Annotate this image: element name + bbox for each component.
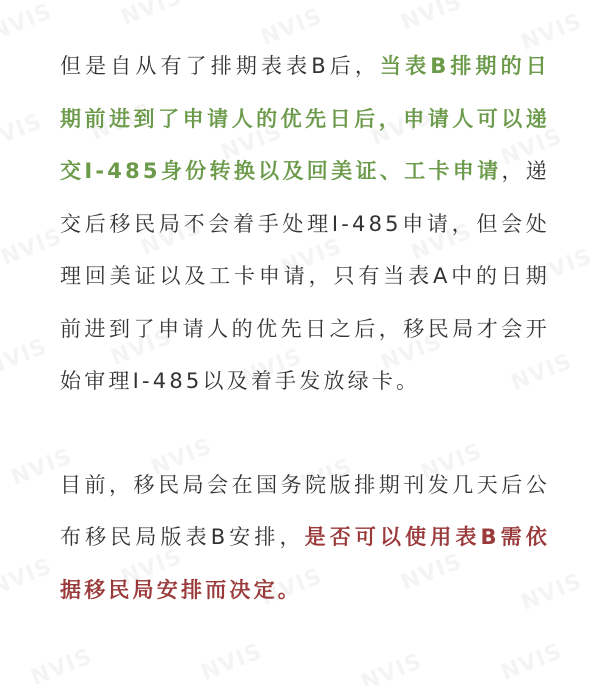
watermark xyxy=(0,554,56,601)
text-segment: 但是自从有了排期表表B后， xyxy=(60,54,381,78)
paragraph-current-practice xyxy=(60,459,550,617)
highlight-green-text: 当表B排期的日期前进到了申请人的优先日后，申请人可以递交I-485身份转换以及回美证、工卡申请 xyxy=(60,54,551,183)
watermark xyxy=(118,0,186,31)
text-segment: ，递交后移民局不会着手处理I-485申请，但会处理回美证以及工卡申请，只有当表A中的日期前进到了申请人的优先日之后，移民局才会开始审理I-485以及着手发放绿卡。 xyxy=(60,159,550,393)
article-body xyxy=(60,40,550,616)
watermark xyxy=(0,109,46,156)
watermark xyxy=(358,649,426,686)
watermark xyxy=(498,639,566,686)
watermark xyxy=(198,639,266,686)
text-segment: 目前，移民局会在国务院版排期刊发几天后公布移民局版表B安排， xyxy=(60,472,550,549)
paragraph-table-b-explanation xyxy=(60,40,550,408)
watermark xyxy=(0,224,66,271)
watermark xyxy=(0,0,56,46)
highlight-red-text: 是否可以使用表B需依据移民局安排而决定。 xyxy=(60,525,551,602)
watermark xyxy=(28,644,96,686)
watermark xyxy=(398,0,466,36)
watermark xyxy=(0,334,51,381)
